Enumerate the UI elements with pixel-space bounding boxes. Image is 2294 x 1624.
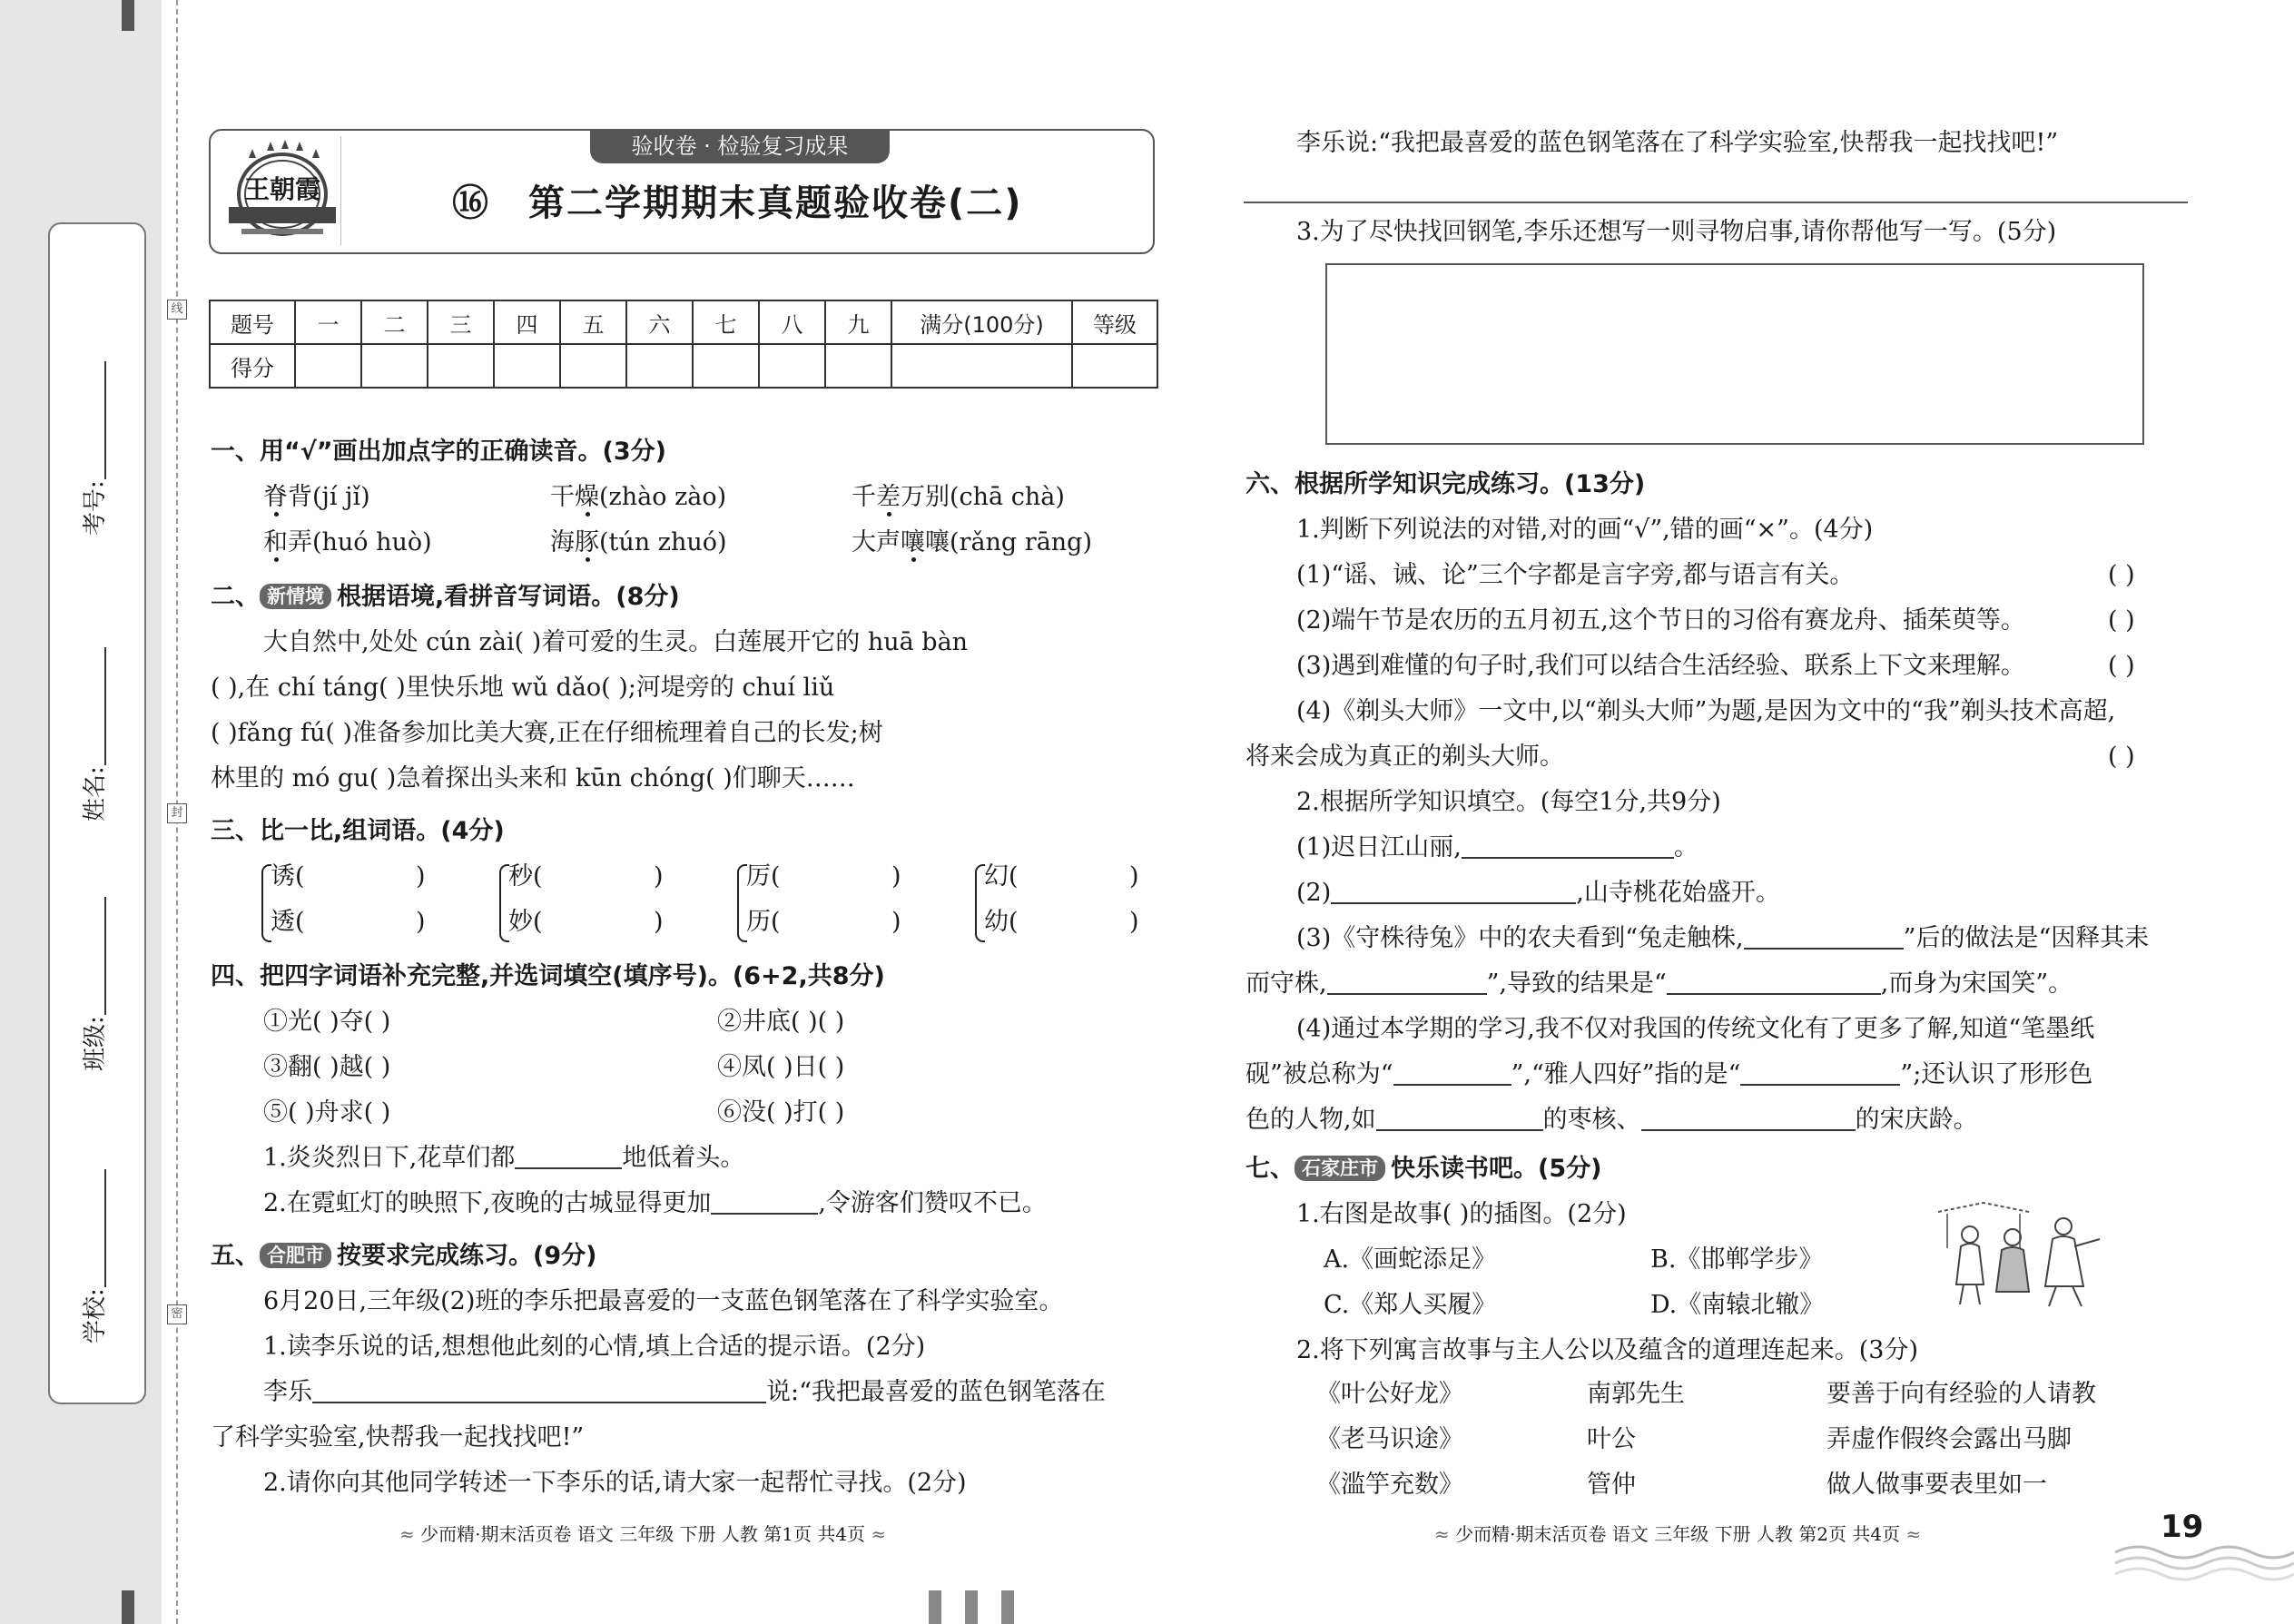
bottom-mark <box>929 1590 941 1624</box>
score-cell[interactable] <box>361 344 428 388</box>
judge-item: (2)端午节是农历的五月初五,这个节日的习俗有赛龙舟、插茱萸等。 <box>1296 606 2025 635</box>
header-banner: 验收卷 · 检验复习成果 <box>590 129 890 163</box>
q5-intro: 6月20日,三年级(2)班的李乐把最喜爱的一支蓝色钢笔落在了科学实验室。 <box>263 1287 1064 1315</box>
q4-item: ②井底( )( ) <box>717 1008 845 1036</box>
q6-title: 六、根据所学知识完成练习。(13分) <box>1245 470 1646 498</box>
q2-title: 二、 新情境 根据语境,看拼音写词语。(8分) <box>211 583 680 611</box>
q5-answer-rule <box>1244 202 2188 203</box>
binding-stamp-mi: 密 <box>167 1304 187 1324</box>
score-cell[interactable] <box>891 344 1072 388</box>
header-divider <box>340 136 341 245</box>
q2-line: 林里的 mó gu( )急着探出头来和 kūn chóng( )们聊天…… <box>211 764 855 792</box>
q4-sentence-2: 2.在霓虹灯的映照下,夜晚的古城显得更加 ,令游客们赞叹不已。 <box>263 1189 1047 1217</box>
binding-mark-top <box>122 0 134 31</box>
q5-answer-line: 李乐 说:“我把最喜爱的蓝色钢笔落在 <box>263 1378 1106 1406</box>
q1-item: 海豚(tún zhuó) <box>550 528 727 556</box>
answer-blank[interactable] <box>1393 1060 1511 1086</box>
score-cell[interactable] <box>759 344 825 388</box>
score-header-row: 题号 一 二 三 四 五 六 七 八 九 满分(100分) 等级 <box>210 300 1157 344</box>
score-cell[interactable] <box>825 344 891 388</box>
answer-blank[interactable] <box>515 1144 622 1169</box>
q5-answer-cont: 了科学实验室,快帮我一起找找吧!” <box>211 1423 585 1452</box>
match-story[interactable]: 《老马识途》 <box>1316 1425 1463 1453</box>
region-tag: 新情境 <box>260 584 331 609</box>
q7-option[interactable]: C.《郑人买履》 <box>1324 1291 1497 1319</box>
q3-word: 诱( <box>271 862 305 891</box>
q1-title: 一、用“√”画出加点字的正确读音。(3分) <box>211 438 666 466</box>
score-cell[interactable] <box>494 344 560 388</box>
fill-4: (4)通过本学期的学习,我不仅对我国的传统文化有了更多了解,知道“笔墨纸 <box>1296 1015 2095 1043</box>
page-number: 19 <box>2161 1509 2204 1545</box>
q3-word: 幼( <box>984 908 1019 936</box>
match-character[interactable]: 叶公 <box>1587 1425 1636 1453</box>
q3-word: 透( <box>271 908 305 936</box>
match-moral[interactable]: 做人做事要表里如一 <box>1826 1471 2047 1499</box>
score-cell[interactable] <box>428 344 494 388</box>
q4-item: ⑤( )舟求( ) <box>263 1098 391 1127</box>
match-character[interactable]: 南郭先生 <box>1587 1380 1685 1408</box>
q1-item: 脊背(jí jǐ) <box>263 483 370 511</box>
score-cell[interactable] <box>1072 344 1157 388</box>
q3-close: ) <box>1129 908 1139 936</box>
q2-line: 大自然中,处处 cún zài( )着可爱的生灵。白莲展开它的 huā bàn <box>263 628 969 656</box>
judge-item-cont: 将来会成为真正的剃头大师。 <box>1245 743 1564 771</box>
fill-3: (3)《守株待兔》中的农夫看到“兔走触株, ”后的做法是“因释其耒 <box>1296 924 2150 952</box>
score-table <box>209 300 1158 389</box>
q3-close: ) <box>891 908 901 936</box>
score-cell[interactable] <box>693 344 759 388</box>
q6-sub-2: 2.根据所学知识填空。(每空1分,共9分) <box>1296 788 1721 816</box>
q4-item: ①光( )夺( ) <box>263 1008 391 1036</box>
fill-4-cont2: 色的人物,如 的枣核、 的宋庆龄。 <box>1245 1106 1978 1134</box>
region-tag: 石家庄市 <box>1295 1156 1385 1181</box>
notice-writing-box[interactable] <box>1325 263 2144 445</box>
q3-close: ) <box>654 862 664 891</box>
q5-sub-3: 3.为了尽快找回钢笔,李乐还想写一则寻物启事,请你帮他写一写。(5分) <box>1296 218 2057 246</box>
match-story[interactable]: 《滥竽充数》 <box>1316 1471 1463 1499</box>
binding-stamp-xian: 线 <box>167 300 187 320</box>
answer-blank[interactable] <box>312 1378 766 1403</box>
q4-item: ③翻( )越( ) <box>263 1053 391 1081</box>
fill-2: (2) ,山寺桃花始盛开。 <box>1296 879 1780 907</box>
footer-right: ≈ 少而精·期末活页卷 语文 三年级 下册 人教 第2页 共4页 ≈ <box>1434 1523 1922 1545</box>
q4-sentence-1: 1.炎炎烈日下,花草们都 地低着头。 <box>263 1144 745 1172</box>
q2-line: ( ),在 chí táng( )里快乐地 wǔ dǎo( );河堤旁的 chuí liǔ <box>211 674 835 702</box>
binding-field-class[interactable]: 班级: <box>77 890 113 1071</box>
q7-sub-2: 2.将下列寓言故事与主人公以及蕴含的道理连起来。(3分) <box>1296 1336 1919 1364</box>
q7-option[interactable]: D.《南辕北辙》 <box>1650 1291 1825 1319</box>
answer-blank[interactable] <box>1641 1106 1856 1131</box>
binding-mark-bottom <box>122 1590 134 1624</box>
match-moral[interactable]: 弄虚作假终会露出马脚 <box>1826 1425 2072 1453</box>
fill-4-cont: 砚”被总称为“ ”,“雅人四好”指的是“ ”;还认识了形形色 <box>1245 1060 2093 1088</box>
bottom-mark <box>1001 1590 1014 1624</box>
q1-item: 干燥(zhào zào) <box>550 483 727 511</box>
judge-paren[interactable]: ( ) <box>2108 743 2135 771</box>
q1-item: 千差万别(chā chà) <box>852 483 1065 511</box>
answer-blank[interactable] <box>1667 969 1881 995</box>
binding-field-name[interactable]: 姓名: <box>77 640 113 822</box>
paper-number: ⑯ <box>452 182 488 224</box>
page-number-wave <box>2115 1507 2294 1589</box>
answer-blank[interactable] <box>1462 833 1674 859</box>
answer-blank[interactable] <box>1376 1106 1543 1131</box>
answer-blank[interactable] <box>1331 879 1576 904</box>
binding-field-school[interactable]: 学校: <box>77 1162 113 1343</box>
q4-item: ④凤( )日( ) <box>717 1053 845 1081</box>
score-cell[interactable] <box>626 344 693 388</box>
score-value-row: 得分 <box>210 344 1157 388</box>
q1-item: 和弄(huó huò) <box>263 528 432 556</box>
q5-quote: 李乐说:“我把最喜爱的蓝色钢笔落在了科学实验室,快帮我一起找找吧!” <box>1296 129 2059 157</box>
q3-close: ) <box>891 862 901 891</box>
q3-word: 幻( <box>984 862 1019 891</box>
binding-stamp-feng: 封 <box>167 803 187 823</box>
q7-sub-1: 1.右图是故事( )的插图。(2分) <box>1296 1200 1627 1228</box>
logo-text: 王朝霞 <box>243 174 320 204</box>
q3-word: 秒( <box>508 862 543 891</box>
q5-title: 五、 合肥市 按要求完成练习。(9分) <box>211 1242 597 1270</box>
q2-line: ( )fǎng fú( )准备参加比美大赛,正在仔细梳理着自己的长发;树 <box>211 719 883 747</box>
answer-blank[interactable] <box>1744 924 1904 950</box>
answer-blank[interactable] <box>1740 1060 1900 1086</box>
judge-paren[interactable]: ( ) <box>2108 652 2135 680</box>
q3-title: 三、比一比,组词语。(4分) <box>211 817 505 845</box>
judge-item: (3)遇到难懂的句子时,我们可以结合生活经验、联系上下文来理解。 <box>1296 652 2025 680</box>
logo <box>225 136 340 243</box>
q4-title: 四、把四字词语补充完整,并选词填空(填序号)。(6+2,共8分) <box>211 962 885 990</box>
bottom-mark <box>965 1590 978 1624</box>
fill-1: (1)迟日江山丽, 。 <box>1296 833 1698 861</box>
q7-title: 七、 石家庄市 快乐读书吧。(5分) <box>1245 1155 1602 1183</box>
answer-blank[interactable] <box>1327 969 1487 995</box>
q5-sub-1: 1.读李乐说的话,想想他此刻的心情,填上合适的提示语。(2分) <box>263 1333 926 1361</box>
judge-paren[interactable]: ( ) <box>2108 561 2135 589</box>
q4-item: ⑥没( )打( ) <box>717 1098 845 1127</box>
story-illustration <box>1929 1185 2111 1312</box>
q6-sub-1: 1.判断下列说法的对错,对的画“√”,错的画“×”。(4分) <box>1296 516 1874 544</box>
region-tag: 合肥市 <box>260 1243 331 1268</box>
binding-field-exam-no[interactable]: 考号: <box>77 354 113 536</box>
match-story[interactable]: 《叶公好龙》 <box>1316 1380 1463 1408</box>
q7-option[interactable]: A.《画蛇添足》 <box>1324 1245 1497 1274</box>
match-moral[interactable]: 要善于向有经验的人请教 <box>1826 1380 2096 1408</box>
q3-word: 厉( <box>746 862 781 891</box>
q5-sub-2: 2.请你向其他同学转述一下李乐的话,请大家一起帮忙寻找。(2分) <box>263 1469 967 1497</box>
judge-item: (1)“谣、诫、论”三个字都是言字旁,都与语言有关。 <box>1296 561 1855 589</box>
match-character[interactable]: 管仲 <box>1587 1471 1636 1499</box>
paper-title: 第二学期期末真题验收卷(二) <box>528 182 1023 224</box>
judge-item: (4)《剃头大师》一文中,以“剃头大师”为题,是因为文中的“我”剃头技术高超, <box>1296 697 2116 725</box>
q3-word: 妙( <box>508 908 543 936</box>
answer-blank[interactable] <box>711 1189 818 1215</box>
q3-word: 历( <box>746 908 781 936</box>
judge-paren[interactable]: ( ) <box>2108 606 2135 635</box>
q1-item: 大声嚷嚷(rǎng rāng) <box>852 528 1093 556</box>
q3-close: ) <box>416 862 426 891</box>
score-cell[interactable] <box>295 344 361 388</box>
footer-left: ≈ 少而精·期末活页卷 语文 三年级 下册 人教 第1页 共4页 ≈ <box>399 1523 887 1545</box>
q7-option[interactable]: B.《邯郸学步》 <box>1650 1245 1824 1274</box>
q3-close: ) <box>654 908 664 936</box>
score-cell[interactable] <box>560 344 626 388</box>
q3-close: ) <box>416 908 426 936</box>
fill-3-cont: 而守株, ”,导致的结果是“ ,而身为宋国笑”。 <box>1245 969 2073 998</box>
q3-close: ) <box>1129 862 1139 891</box>
